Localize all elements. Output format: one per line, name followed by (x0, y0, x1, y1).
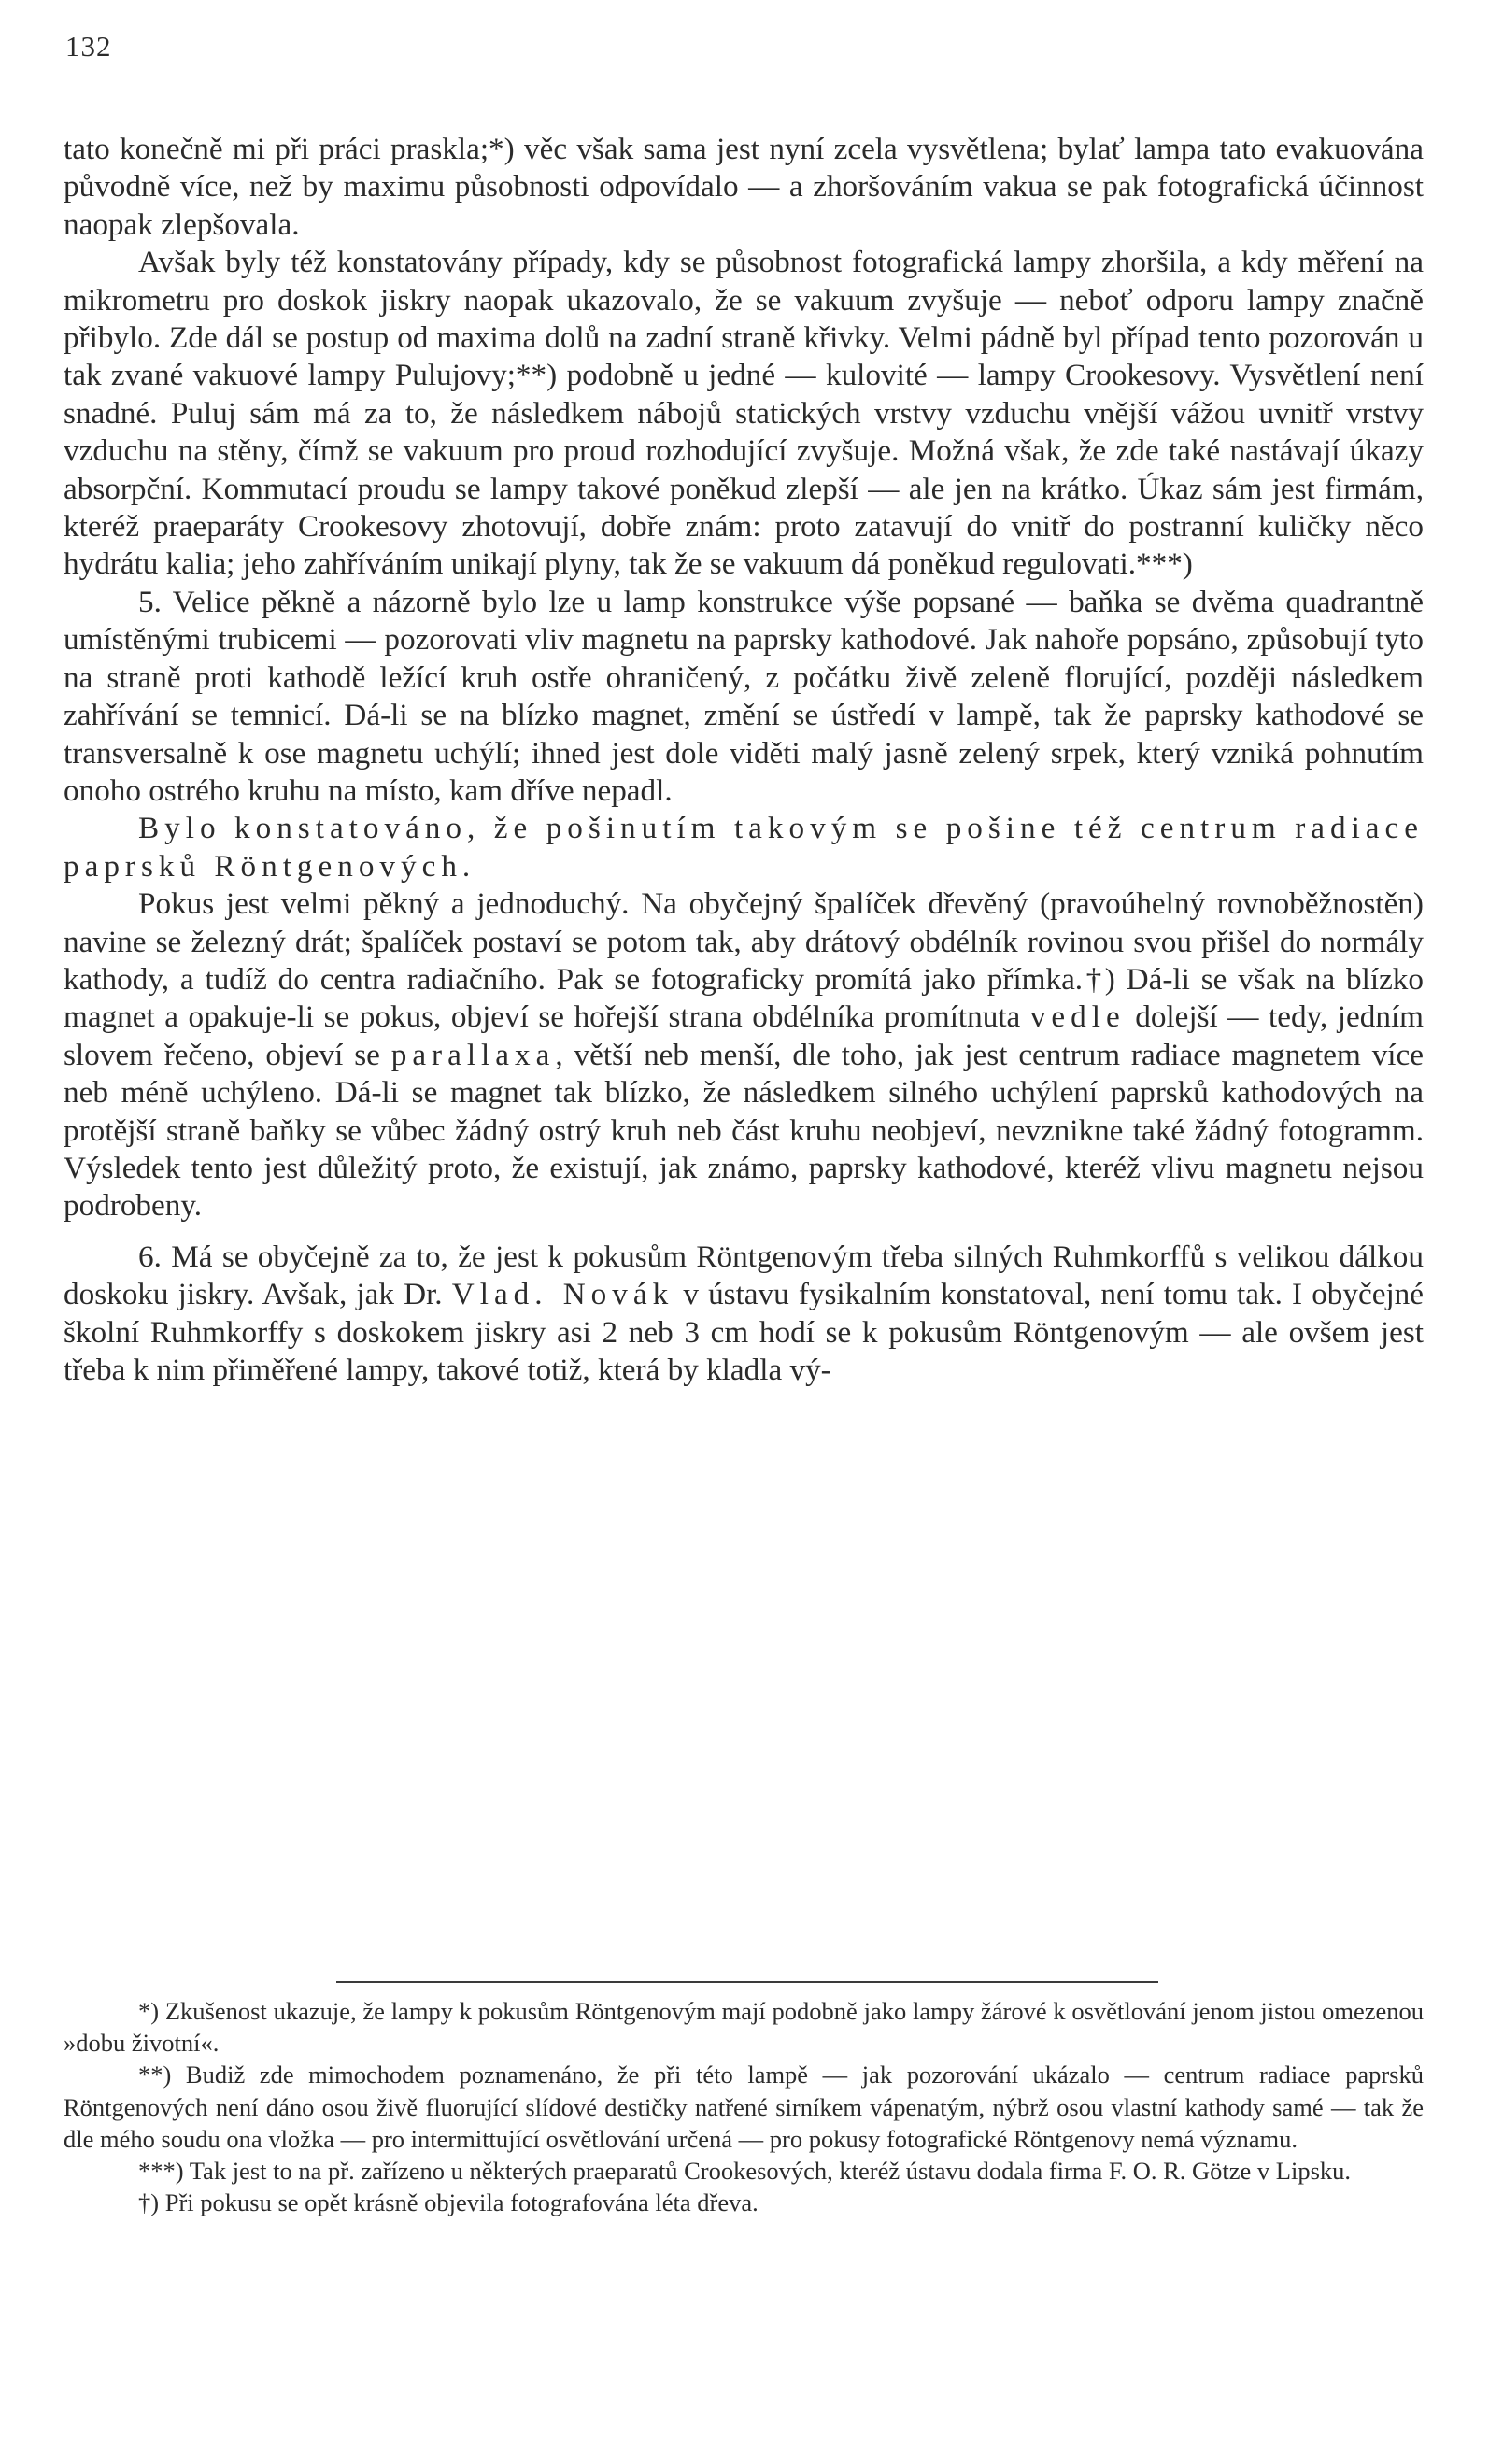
section-6-text-end: v ústavu fysikalním konstatoval, není tomu tak. I obyčejné školní Ruhmkorffy s doskokem jiskry asi 2 neb 3 cm hodí se k pokusům Röntgenovým — ale ovšem jest třeba k nim přiměřené lampy, takové totiž, která by kladla vý- (64, 1277, 1424, 1387)
paragraph-section-5: 5. Velice pěkně a názorně bylo lze u lamp konstrukce výše popsané — baňka se dvěma quadrantně umístěnými trubicemi — pozorovati vliv magnetu na paprsky kathodové. Jak nahoře popsáno, způsobují tyto na straně proti kathodě ležící kruh ostře ohraničený, z počátku živě zeleně florující, později následkem zahřívání se temnicí. Dá-li se na blízko magnet, změní se ústředí v lampě, tak že paprsky kathodové se transversalně k ose magnetu uchýlí; ihned jest dole viděti malý jasně zelený srpek, který vzniká pohnutím onoho ostrého kruhu na místo, kam dříve nepadl. (64, 584, 1424, 808)
footnote-divider (336, 1981, 1158, 1983)
main-text (64, 131, 1424, 1389)
section-6-text-start: 6. Má se obyčejně za to, že jest k pokusům Röntgenovým třeba silných Ruhmkorffů s velikou dálkou doskoku jiskry. Avšak, jak Dr. (64, 1239, 1424, 1312)
paragraph-continuation: tato konečně mi při práci praskla;*) věc však sama jest nyní zcela vysvětlena; bylať lampa tato evakuována původně více, než by maximu působnosti odpovídalo — a zhoršováním vakua se pak fotografická účinnost naopak zlepšovala. (64, 132, 1424, 242)
spaced-name-novak: Vlad. Novák (451, 1277, 674, 1312)
experiment-text-end: , větší neb menší, dle toho, jak jest centrum radiace magnetem více neb méně uchýleno. Dá-li se magnet tak blízko, že následkem silného uchýlení paprsků kathodových na protější straně baňky se vůbec žádný ostrý kruh neb část kruhu neobjeví, nevznikne také žádný fotogramm. Výsledek tento jest důležitý proto, že existují, jak známo, paprsky kathodové, kteréž vlivu magnetu nejsou podrobeny. (64, 1037, 1424, 1224)
footnote-4: †) Při pokusu se opět krásně objevila fotografována léta dřeva. (138, 2188, 759, 2217)
experiment-text-start: Pokus jest velmi pěkný a jednoduchý. Na obyčejný špalíček dřevěný (pravoúhelný rovnoběžnostěn) navine se železný drát; špalíček postaví se potom tak, aby drátový obdélník rovinou svou přišel do normály kathody, a tudíž do centra radiačního. Pak se fotograficky promítá jako přímka.†) Dá-li se však na blízko magnet a opakuje-li se pokus, objeví se hořejší strana obdélníka promítnuta (64, 886, 1424, 1035)
page-number: 132 (65, 30, 112, 63)
paragraph-experiment (64, 885, 1424, 1225)
paragraph-vacuum-decrease: Avšak byly též konstatovány případy, kdy se působnost fotografická lampy zhoršila, a kdy měření na mikrometru pro doskok jiskry naopak ukazovalo, že se vakuum zvyšuje — neboť odporu lampy značně přibylo. Zde dál se postup od maxima dolů na zadní straně křivky. Velmi pádně byl případ tento pozorován u tak zvané vakuové lampy Pulujovy;**) podobně u jedné — kulovité — lampy Crookesovy. Vysvětlení není snadné. Puluj sám má za to, že následkem nábojů statických vrstvy vzduchu vnější vážou uvnitř vrstvy vzduchu na stěny, čímž se vakuum pro proud rozhodující zvyšuje. Možná však, že zde také nastávají úkazy absorpční. Kommutací proudu se lampy takové poněkud zlepší — ale jen na krátko. Úkaz sám jest firmám, kteréž praeparáty Crookesovy zhotovují, dobře znám: proto zatavují do vnitř do postranní kuličky něco hydrátu kalia; jeho zahříváním unikají plyny, tak že se vakuum dá poněkud regulovati.***) (64, 245, 1424, 582)
experiment-text-middle: dolejší — tedy, jedním slovem řečeno, objeví se (64, 999, 1424, 1072)
spaced-word-parallaxa: parallaxa (390, 1037, 556, 1072)
footnote-3: ***) Tak jest to na př. zařízeno u některých praeparatů Crookesových, kteréž ústavu dodala firma F. O. R. Götze v Lipsku. (138, 2157, 1352, 2186)
spaced-word-vedle: vedle (1029, 999, 1126, 1035)
paragraph-section-6 (64, 1239, 1424, 1390)
footnote-1: *) Zkušenost ukazuje, že lampy k pokusům Röntgenovým mají podobně jako lampy žárové k osvětlování jenom jistou omezenou »dobu životní«. (64, 1997, 1424, 2058)
paragraph-radiation-center: Bylo konstatováno, že pošinutím takovým se pošine též centrum radiace paprsků Röntgenových. (64, 811, 1424, 884)
footnote-2: **) Budiž zde mimochodem poznamenáno, že při této lampě — jak pozorování ukázalo — centrum radiace paprsků Röntgenových není dáno osou živě fluorující slídové destičky natřené sirníkem vápenatým, nýbrž osou vlastní kathody samé — tak že dle mého soudu ona vložka — pro intermittující osvětlování určená — pro pokusy fotografické Röntgenovy nemá významu. (64, 2060, 1424, 2153)
footnotes (64, 1995, 1424, 2218)
